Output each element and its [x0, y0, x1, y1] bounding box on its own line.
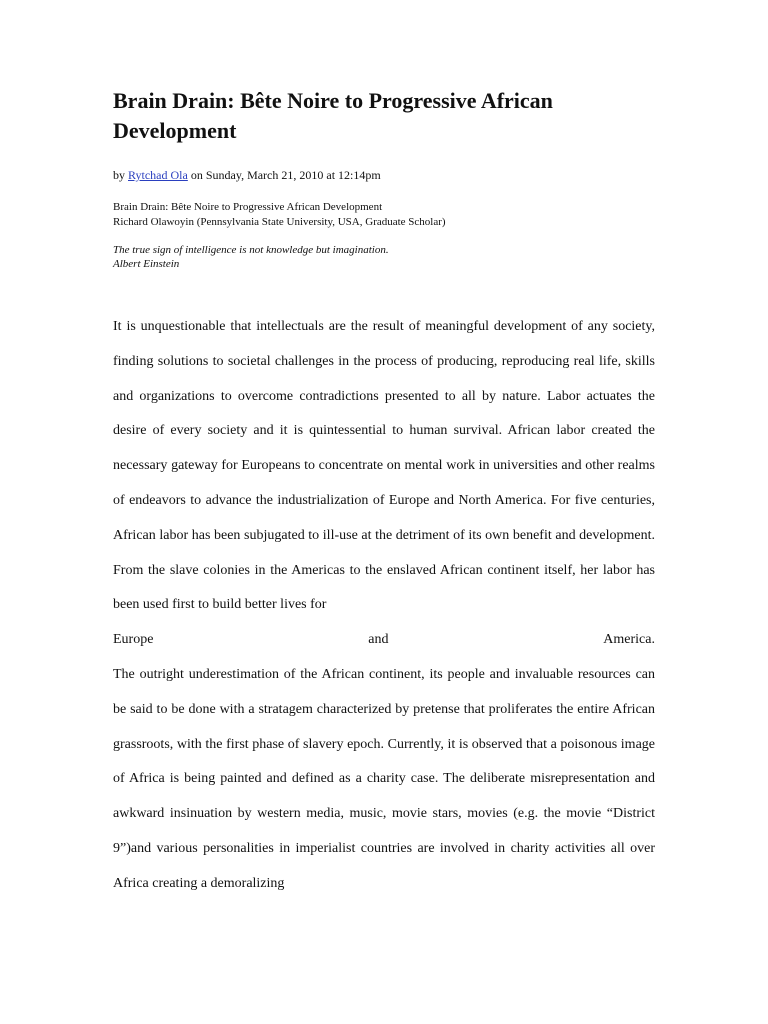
last-line-word-2: and: [368, 632, 389, 648]
last-line-word-1: Europe: [113, 632, 154, 648]
byline-date: on Sunday, March 21, 2010 at 12:14pm: [190, 168, 381, 182]
subtitle-author-line: Richard Olawoyin (Pennsylvania State University, USA, Graduate Scholar): [113, 216, 446, 228]
article-subtitle: [113, 200, 655, 230]
byline: [113, 167, 655, 183]
author-link[interactable]: Rytchad Ola: [128, 168, 188, 182]
paragraph-1-last-line: [113, 623, 655, 658]
article-title: Brain Drain: Bête Noire to Progressive African Development: [113, 88, 553, 143]
document-page: [113, 86, 655, 902]
epigraph: [113, 243, 655, 271]
paragraph-2: The outright underestimation of the African continent, its people and invaluable resources can be said to be done with a stratagem characterized by pretense that proliferates the entire African grassroots, with the first phase of slavery epoch. Currently, it is observed that a poisonous image of Africa is being painted and defined as a charity case. The deliberate misrepresentation and awkward insinuation by western media, music, movie stars, movies (e.g. the movie “District 9”)and various personalities in imperialist countries are involved in charity activities all over Africa creating a demoralizing: [113, 666, 655, 891]
epigraph-author: Albert Einstein: [113, 258, 180, 270]
last-line-word-3: America.: [603, 632, 655, 648]
article-body: [113, 310, 655, 902]
subtitle-title-line: Brain Drain: Bête Noire to Progressive African Development: [113, 201, 383, 213]
byline-prefix: by: [113, 168, 125, 182]
epigraph-text: The true sign of intelligence is not knowledge but imagination.: [113, 244, 389, 256]
paragraph-1: It is unquestionable that intellectuals are the result of meaningful development of any society, finding solutions to societal challenges in the process of producing, reproducing real life, skills and organizations to overcome contradictions presented to all by nature. Labor actuates the desire of every society and it is quintessential to human survival. African labor created the necessary gateway for Europeans to concentrate on mental work in universities and other realms of endeavors to advance the industrialization of Europe and North America. For five centuries, African labor has been subjugated to ill-use at the detriment of its own benefit and development. From the slave colonies in the Americas to the enslaved African continent itself, her labor has been used first to build better lives for: [113, 319, 655, 613]
